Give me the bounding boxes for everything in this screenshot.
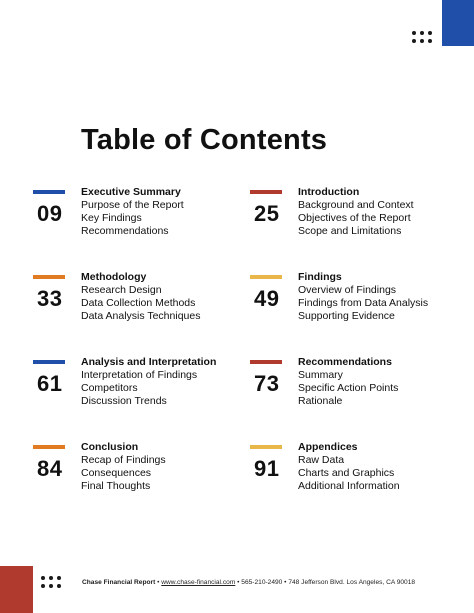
- page-number: 49: [254, 286, 280, 311]
- page-number: 61: [37, 371, 63, 396]
- toc-entry[interactable]: [33, 186, 238, 260]
- subsection-item: Charts and Graphics: [298, 467, 395, 479]
- section-title: Conclusion: [81, 441, 139, 453]
- subsection-item: Raw Data: [298, 454, 345, 466]
- accent-bar: [33, 275, 65, 279]
- footer-separator: •: [155, 579, 162, 586]
- accent-bar: [250, 275, 282, 279]
- dot-grid-icon: [41, 576, 61, 588]
- subsection-item: Discussion Trends: [81, 395, 167, 407]
- toc-entry[interactable]: [250, 186, 455, 260]
- toc-entry[interactable]: [33, 441, 238, 515]
- subsection-list: [81, 199, 184, 238]
- page-number: 91: [254, 456, 280, 481]
- toc-entry[interactable]: [250, 271, 455, 345]
- subsection-list: [81, 284, 200, 323]
- subsection-list: [81, 369, 197, 408]
- subsection-item: Recap of Findings: [81, 454, 166, 466]
- subsection-item: Objectives of the Report: [298, 212, 411, 224]
- subsection-item: Rationale: [298, 395, 343, 407]
- dot-grid-icon: [412, 31, 432, 43]
- subsection-item: Overview of Findings: [298, 284, 397, 296]
- page-number: 73: [254, 371, 280, 396]
- page-number: 84: [37, 456, 63, 481]
- footer: [82, 579, 415, 586]
- section-title: Executive Summary: [81, 186, 181, 198]
- subsection-item: Specific Action Points: [298, 382, 399, 394]
- subsection-item: Supporting Evidence: [298, 310, 395, 322]
- subsection-item: Data Collection Methods: [81, 297, 196, 309]
- accent-bar: [33, 445, 65, 449]
- subsection-item: Research Design: [81, 284, 162, 296]
- section-title: Methodology: [81, 271, 147, 283]
- subsection-item: Competitors: [81, 382, 138, 394]
- subsection-item: Purpose of the Report: [81, 199, 184, 211]
- subsection-item: Interpretation of Findings: [81, 369, 198, 381]
- subsection-list: [298, 284, 428, 323]
- subsection-item: Scope and Limitations: [298, 225, 402, 237]
- subsection-item: Final Thoughts: [81, 480, 151, 492]
- section-title: Introduction: [298, 186, 360, 198]
- accent-bar: [33, 360, 65, 364]
- toc-entry[interactable]: [33, 356, 238, 430]
- corner-accent-bottom: [0, 566, 33, 613]
- footer-company: Chase Financial Report: [82, 579, 156, 586]
- section-title: Appendices: [298, 441, 358, 453]
- subsection-item: Findings from Data Analysis: [298, 297, 429, 309]
- section-title: Analysis and Interpretation: [81, 356, 217, 368]
- subsection-list: [298, 454, 400, 493]
- page-number: 09: [37, 201, 63, 226]
- toc-entry[interactable]: [250, 441, 455, 515]
- footer-website-link[interactable]: www.chase-financial.com: [161, 579, 236, 586]
- accent-bar: [33, 190, 65, 194]
- toc-entry[interactable]: [33, 271, 238, 345]
- subsection-item: Data Analysis Techniques: [81, 310, 201, 322]
- subsection-item: Consequences: [81, 467, 152, 479]
- section-title: Findings: [298, 271, 342, 283]
- accent-bar: [250, 445, 282, 449]
- section-title: Recommendations: [298, 356, 392, 368]
- subsection-item: Summary: [298, 369, 343, 381]
- subsection-item: Recommendations: [81, 225, 169, 237]
- page-number: 33: [37, 286, 63, 311]
- subsection-list: [81, 454, 166, 493]
- subsection-item: Additional Information: [298, 480, 400, 492]
- corner-accent-top: [442, 0, 474, 46]
- accent-bar: [250, 190, 282, 194]
- accent-bar: [250, 360, 282, 364]
- subsection-list: [298, 199, 414, 238]
- page-title: Table of Contents: [81, 124, 328, 156]
- subsection-item: Background and Context: [298, 199, 414, 211]
- page-number: 25: [254, 201, 280, 226]
- toc-entry[interactable]: [250, 356, 455, 430]
- subsection-item: Key Findings: [81, 212, 142, 224]
- subsection-list: [298, 369, 398, 408]
- footer-contact: • 565-210-2490 • 748 Jefferson Blvd. Los Angeles, CA 90018: [235, 579, 416, 586]
